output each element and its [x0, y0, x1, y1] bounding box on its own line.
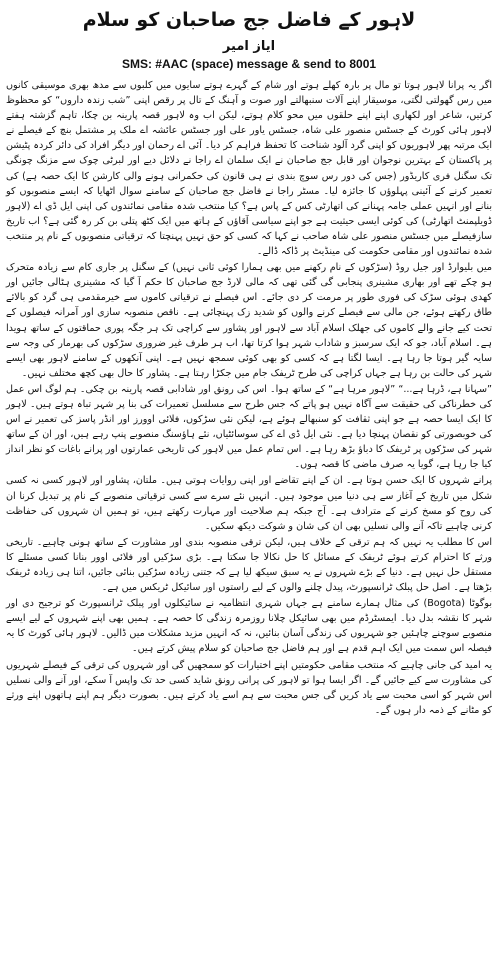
paragraph: میں بلیوارڈ اور جیل روڈ (سڑکوں کے نام رکھنے میں بھی ہمارا کوئی ثانی نہیں) کے سگنل پر جاری کام سے زیادہ متحرک ہو چکے تھے اور بھاری مشینری پنجابی گی گئی تھی کہ مالی لارڈ جج صاحبان کا حکم آ گیا کہ مشینری ہٹالی جائیں اور کھدی ہوئی سڑک کی فوری طور پر مرمت کر دی جائے۔ اس فیصلے نے ترقیاتی کاموں سے خیرمقدمی ہی گرد کو بالائے طاق رکھتے ہوئے، جن مالی سے فیصلے کرنے والوں کو شدید زک پہنچائی ہے۔ ناقص منصوبہ سازی اور آمرانہ فیصلوں کے تحت کیے جانے والے کاموں کی جھلک اسلام آباد سے لاہور اور پشاور سے کراچی تک ہر جگہ پوری حماقتوں کے ساتھ ہویدا ہے۔ اسلام آباد، جو کہ ایک سرسبز و شاداب شہر ہوا کرتا تھا، اب ہر طرف غیر ضروری سڑکوں کی بھرمار کی وجہ سے سایہ گیر ہوتا جا رہا ہے۔ ایسا لگتا ہے کہ کسی کو بھی کوئی سمجھ نہیں ہے۔ اپنی آنکھوں کے سامنے لاہور بھی ایسے شہر کی حالت بن رہا ہے جہاں کراچی کی طرح ٹریفک جام میں جکڑا رہتا ہے۔ پشاور کا حال بھی کچھ مختلف نہیں۔ — [6, 262, 492, 379]
paragraph: اگر یہ پرانا لاہور ہوتا تو مال پر بارہ کھلے ہوتے اور شام کے گہرے ہوتے سایوں میں کلبوں سے مدھ بھری موسیقی کانوں میں رس گھولتی لگتی، موسیقار اپنے آلات سنبھالتے اور صوت و آہنگ کے تال پر رقص اپنی ”شب زندہ داروں“ کو محظوظ کرتیں، شاعر اور لکھاری اپنے اپنے حلقوں میں محو کلام ہوتے، لیکن اب وہ لاہور قصہ پارینہ بن چکا، تاہم گزشتہ ہفتے لاہور ہائی کورٹ کے جسٹس منصور علی شاہ، جسٹس یاور علی اور جسٹس عائشہ اے ملک پر مشتمل بنچ کے فیصلے نے ایک مرتبہ پھر لاہوریوں کو اپنی گرد آلود شناخت کا تحفظ فراہم کر دیا۔ آئی اے رحمان اور دیگر افراد کی دائر کردہ پٹیشن پر پاکستان کے بہترین نوجوان اور قابل جج صاحبان نے ایک سلمان اے راجا نے دلائل دیے اور لبرٹی چوک سے مزنگ چونگی تک سگنل فری کاریڈور (جس کی دور رس سوچ بندی نے ہی قانون کی حکمرانی ہونے والی کارشن کا ایک حصہ ہے) کی تعمیر کرنے کے آئینی پہلوؤں کا جائزہ لیا۔ مسٹر راجا نے فاضل جج صاحبان کے سامنے سوال اٹھایا کہ ایسے منصوبوں کو بنانے اور انہیں عملی جامہ پہنانے کی اتھارٹی کس کے پاس ہے؟ کیا منتخب شدہ مقامی نمائندوں کی اپنی ایل ڈی اے (لاہور ڈویلپمنٹ اتھارٹی) کی کوئی ایسی حیثیت ہے جو اپنے سیاسی آقاؤں کے ہاتھ میں ایک کٹھ پتلی بن کر رہ گئی ہے؟ اب تاریخ سازفیصلے میں جسٹس منصور علی شاہ صاحب نے کہا کہ کسی کو حق نہیں پہنچتا کہ ترقیاتی منصوبوں کے نام پر منتخب شدہ نمائندوں اور مقامی حکومت کی مینڈیٹ پر ڈاکہ ڈالے۔ — [6, 80, 492, 258]
article-body — [6, 78, 492, 718]
article-title: لاہور کے فاضل جج صاحبان کو سلام — [82, 9, 416, 31]
paragraph: ”سہانا ہے، ڈرہا ہے...“ ”لاہور مرہا ہے“ کے ساتھ ہوا۔ اس کی رونق اور شادابی قصہ پارینہ بن چکی۔ ہم لوگ اس عمل کی خطرناکی کی حقیقت سے آگاہ نہیں ہو پاتے کہ جس طرح سے مسلسل تعمیرات کی بنا پر شہر تباہ ہوتے ہیں۔ لاہور کا ایک ایسا حصہ ہے جو اپنی ثقافت کو سنبھالے ہوئے ہے، لیکن نئی سڑکوں، فلائی اوورز اور انڈر پاسز کی تعمیر نے اس کی خوبصورتی کو نقصان پہنچا دیا ہے۔ نئی ایل ڈی اے کی سوسائٹیاں، نئے ہاؤسنگ منصوبے پنپ رہے ہیں، اور ان کے ساتھ شہر کی سڑکوں پر ٹریفک کا دباؤ بڑھ رہا ہے۔ اس تمام عمل میں لاہور کی تاریخی عمارتوں اور پرانے باغات کو نظر انداز کیا جا رہا ہے، گویا یہ صرف ماضی کا قصہ ہوں۔ — [6, 383, 492, 471]
author-name: ایاز امیر — [222, 39, 276, 54]
paragraph: پرانے شہروں کا ایک حسن ہوتا ہے۔ ان کے اپنے تقاضے اور اپنی روایات ہوتی ہیں۔ ملتان، پشاور اور لاہور کسی نہ کسی شکل میں تاریخ کے آغاز سے ہی دنیا میں موجود ہیں۔ انہیں نئے سرے سے کسی ترقیاتی منصوبے کے نام پر تبدیل کرنا ان کی روح کو مسخ کرنے کے مترادف ہے۔ آج جبکہ ہم صلاحیت اور مہارت رکھتے ہیں، تو ہمیں ان شہروں کی حفاظت کرنی چاہیے تاکہ آنے والی نسلیں بھی ان کی شان و شوکت دیکھ سکیں۔ — [6, 475, 492, 532]
paragraph: بوگوٹا (Bogota) کی مثال ہمارے سامنے ہے جہاں شہری انتظامیہ نے سائیکلوں اور پبلک ٹرانسپورٹ کو ترجیح دی اور شہر کا نقشہ بدل دیا۔ ایمسٹرڈم میں بھی سائیکل چلانا روزمرہ زندگی کا حصہ ہے۔ ہمیں بھی اپنے شہروں کے لیے ایسے منصوبے سوچنے چاہئیں جو شہریوں کی زندگی آسان بنائیں، نہ کہ انہیں مزید مشکلات میں ڈالیں۔ لاہور ہائی کورٹ کا یہ فیصلہ اس سمت میں ایک اہم قدم ہے اور ہم فاضل جج صاحبان کو سلام پیش کرتے ہیں۔ — [6, 598, 492, 655]
article — [6, 6, 492, 960]
sms-line: SMS: #AAC (space) message & send to 8001 — [121, 57, 377, 71]
paragraph: یہ امید کی جانی چاہیے کہ منتخب مقامی حکومتیں اپنے اختیارات کو سمجھیں گی اور شہروں کی ترقی کے فیصلے شہریوں کی مشاورت سے کیے جائیں گے۔ اگر ایسا ہوا تو لاہور کی پرانی رونق شاید کسی حد تک واپس آ سکے، اور آنے والی نسلیں اس شہر کو اسی محبت سے یاد کریں گی جس محبت سے ہم اسے یاد کرتے ہیں۔ بصورت دیگر ہم اپنے ہاتھوں اپنے ورثے کو مٹانے کے ذمہ دار ہوں گے۔ — [6, 659, 492, 716]
paragraph: اس کا مطلب یہ نہیں کہ ہم ترقی کے خلاف ہیں، لیکن ترقی منصوبہ بندی اور مشاورت کے ساتھ ہونی چاہیے۔ تاریخی ورثے کا احترام کرتے ہوئے ٹریفک کے مسائل کا حل نکالا جا سکتا ہے۔ بڑی سڑکیں اور فلائی اوور بنانا کسی مسئلے کا مستقل حل نہیں ہے۔ دنیا کے بڑے شہروں نے یہ سبق سیکھ لیا ہے کہ جتنی زیادہ سڑکیں بنائی جائیں، اتنا ہی زیادہ ٹریفک بڑھتا ہے۔ اصل حل پبلک ٹرانسپورٹ، پیدل چلنے والوں کے لیے راستوں اور سائیکل ٹریکس میں ہے۔ — [6, 536, 492, 594]
